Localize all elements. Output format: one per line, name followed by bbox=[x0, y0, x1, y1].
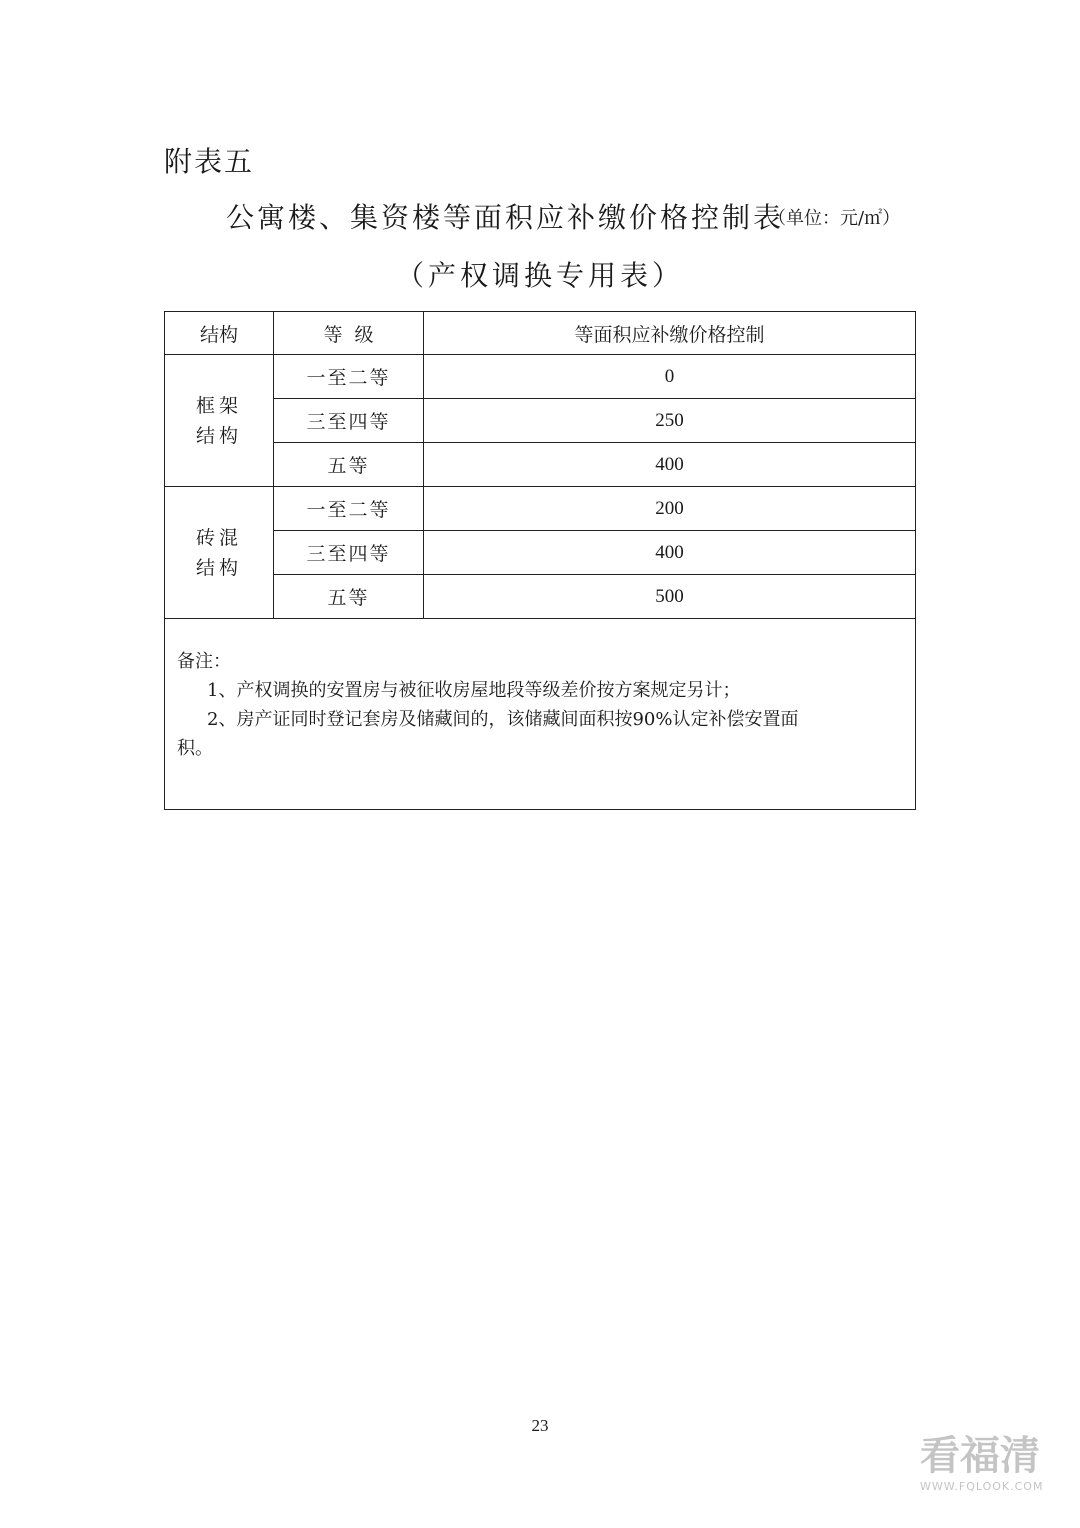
grade-cell: 一至二等 bbox=[274, 487, 424, 531]
grade-cell: 三至四等 bbox=[274, 399, 424, 443]
note-item-1: 1、产权调换的安置房与被征收房屋地段等级差价按方案规定另计； bbox=[207, 680, 741, 701]
notes-cell bbox=[165, 619, 916, 810]
note-item-2-line1: 2、房产证同时登记套房及储藏间的，该储藏间面积按90%认定补偿安置面 bbox=[207, 709, 799, 730]
price-cell: 200 bbox=[424, 487, 916, 531]
appendix-label: 附表五 bbox=[164, 145, 255, 178]
watermark-logo bbox=[920, 1432, 1060, 1493]
header-price-control: 等面积应补缴价格控制 bbox=[424, 312, 916, 355]
grade-cell: 五等 bbox=[274, 443, 424, 487]
grade-cell: 三至四等 bbox=[274, 531, 424, 575]
price-cell: 500 bbox=[424, 575, 916, 619]
table-row bbox=[165, 531, 916, 575]
unit-note: （单位：元/㎡） bbox=[768, 208, 901, 229]
note-item-2-line2: 积。 bbox=[177, 738, 213, 759]
price-cell: 400 bbox=[424, 531, 916, 575]
table-row bbox=[165, 355, 916, 399]
structure-label-line2: 结构 bbox=[195, 424, 242, 447]
grade-cell: 五等 bbox=[274, 575, 424, 619]
title-line bbox=[0, 196, 1080, 236]
watermark-text: 看福清 bbox=[920, 1433, 1040, 1479]
page-number: 23 bbox=[531, 1416, 549, 1435]
structure-label-line1: 砖混 bbox=[195, 526, 242, 549]
page-subtitle: （产权调换专用表） bbox=[395, 259, 684, 292]
structure-label-line1: 框架 bbox=[195, 394, 242, 417]
notes-row bbox=[165, 619, 916, 810]
price-control-table bbox=[164, 311, 916, 810]
price-cell: 250 bbox=[424, 399, 916, 443]
table-row bbox=[165, 487, 916, 531]
table-row bbox=[165, 575, 916, 619]
page-title: 公寓楼、集资楼等面积应补缴价格控制表 bbox=[226, 201, 785, 234]
grade-cell: 一至二等 bbox=[274, 355, 424, 399]
notes-label: 备注： bbox=[177, 651, 231, 672]
header-structure: 结构 bbox=[165, 312, 274, 355]
price-cell: 400 bbox=[424, 443, 916, 487]
structure-cell-frame bbox=[165, 355, 274, 487]
watermark-url: WWW.FQLOOK.COM bbox=[920, 1480, 1044, 1493]
table-row bbox=[165, 443, 916, 487]
structure-label-line2: 结构 bbox=[195, 556, 242, 579]
price-cell: 0 bbox=[424, 355, 916, 399]
header-grade: 等 级 bbox=[274, 312, 424, 355]
table-row bbox=[165, 399, 916, 443]
table-header-row bbox=[165, 312, 916, 355]
structure-cell-brick bbox=[165, 487, 274, 619]
